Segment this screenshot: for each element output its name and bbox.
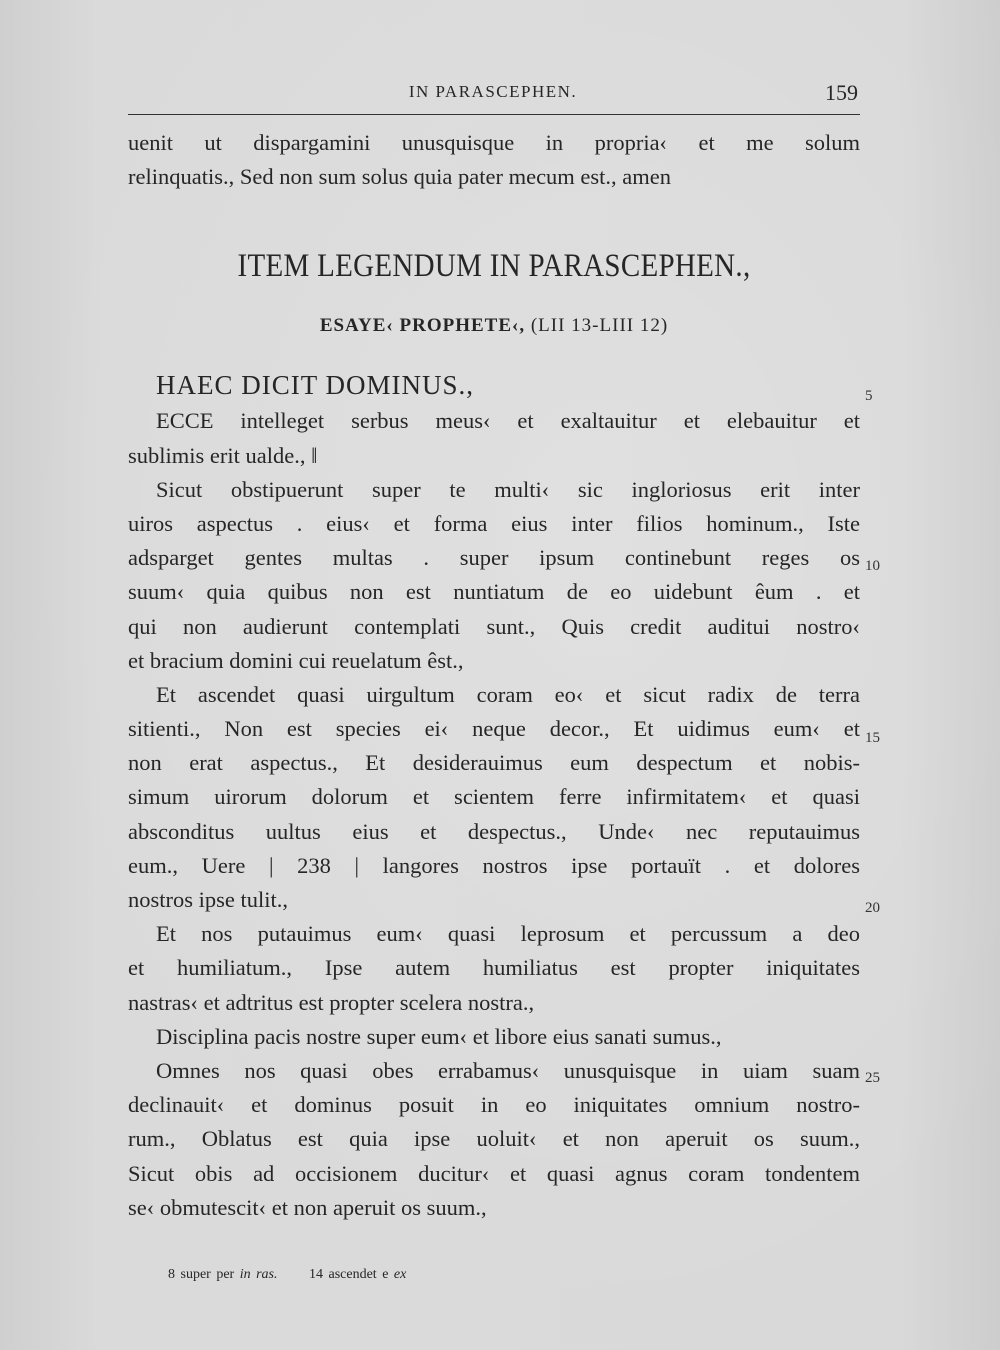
running-head: [128, 80, 858, 106]
text-line: adsparget gentes multas . super ipsum continebunt reges os: [128, 545, 860, 571]
text-line: rum., Oblatus est quia ipse uoluit‹ et non aperuit os suum.,: [128, 1126, 860, 1152]
text-line: Et nos putauimus eum‹ quasi leprosum et percussum a deo: [156, 921, 860, 947]
header-rule: [128, 114, 860, 115]
line-number: 25: [865, 1070, 880, 1086]
footnotes: [168, 1267, 432, 1283]
footnote: 14 ascendet e ex: [309, 1267, 407, 1282]
text-line: simum uirorum dolorum et scientem ferre infirmitatem‹ et quasi: [128, 784, 860, 810]
text-line: uenit ut dispargamini unusquisque in propria‹ et me solum: [128, 130, 860, 155]
line-number: 15: [865, 730, 880, 746]
body-lines: [128, 404, 860, 1225]
text-line: nastras‹ et adtritus est propter scelera nostra.,: [128, 989, 535, 1015]
text-line: nostros ipse tulit.,: [128, 887, 289, 912]
text-line: relinquatis., Sed non sum solus quia pater mecum est., amen: [128, 164, 672, 190]
text-line: Et ascendet quasi uirgultum coram eo‹ et sicut radix de terra: [156, 681, 860, 707]
text-line: non erat aspectus., Et desiderauimus eum despectum et nobis-: [128, 750, 860, 776]
text-line: ECCE intelleget serbus meus‹ et exaltauitur et elebauitur et: [156, 408, 860, 434]
text-block: [128, 126, 860, 1225]
line-number: 10: [865, 558, 880, 574]
text-line: sublimis erit ualde., ‖: [128, 442, 318, 468]
text-line: et humiliatum., Ipse autem humiliatus est propter iniquitates: [128, 955, 860, 981]
running-title: IN PARASCEPHEN.: [408, 82, 578, 101]
text-line: Sicut obis ad occisionem ducitur‹ et quasi agnus coram tondentem: [128, 1160, 860, 1186]
text-line: eum., Uere | 238 | langores nostros ipse portauït . et dolores: [128, 852, 860, 878]
text-line: sitienti., Non est species ei‹ neque decor., Et uidimus eum‹ et: [128, 716, 860, 742]
text-line: qui non audierunt contemplati sunt., Quis credit auditui nostro‹: [128, 613, 860, 639]
text-line: Sicut obstipuerunt super te multi‹ sic ingloriosus erit inter: [156, 476, 860, 502]
text-line: Disciplina pacis nostre super eum‹ et libore eius sanati sumus.,: [156, 1023, 722, 1049]
line-number: 5: [865, 388, 873, 404]
text-line: se‹ obmutescit‹ et non aperuit os suum.,: [128, 1194, 487, 1220]
subheading-reference: (LII 13-LIII 12): [530, 315, 669, 337]
text-line: Omnes nos quasi obes errabamus‹ unusquisque in uiam suam: [156, 1057, 860, 1083]
text-line: et bracium domini cui reuelatum êst.,: [128, 647, 464, 673]
footnote: 8 super per in ras.: [168, 1267, 278, 1282]
line-number: 20: [865, 900, 880, 916]
page-number: 159: [825, 80, 858, 105]
section-heading: ITEM LEGENDUM IN PARASCEPHEN.,: [237, 248, 751, 285]
text-line: declinauit‹ et dominus posuit in eo iniquitates omnium nostro-: [128, 1092, 860, 1118]
text-line: absconditus uultus eius et despectus., Unde‹ nec reputauimus: [128, 818, 860, 844]
text-line: suum‹ quia quibus non est nuntiatum de eo uidebunt êum . et: [128, 579, 860, 605]
subheading-title: ESAYE‹ PROPHETE‹,: [319, 315, 526, 337]
haec-dicit-line: HAEC DICIT DOMINUS.,: [156, 370, 475, 401]
section-subheading: [128, 300, 860, 352]
text-line: uiros aspectus . eius‹ et forma eius inter filios hominum., Iste: [128, 510, 860, 536]
